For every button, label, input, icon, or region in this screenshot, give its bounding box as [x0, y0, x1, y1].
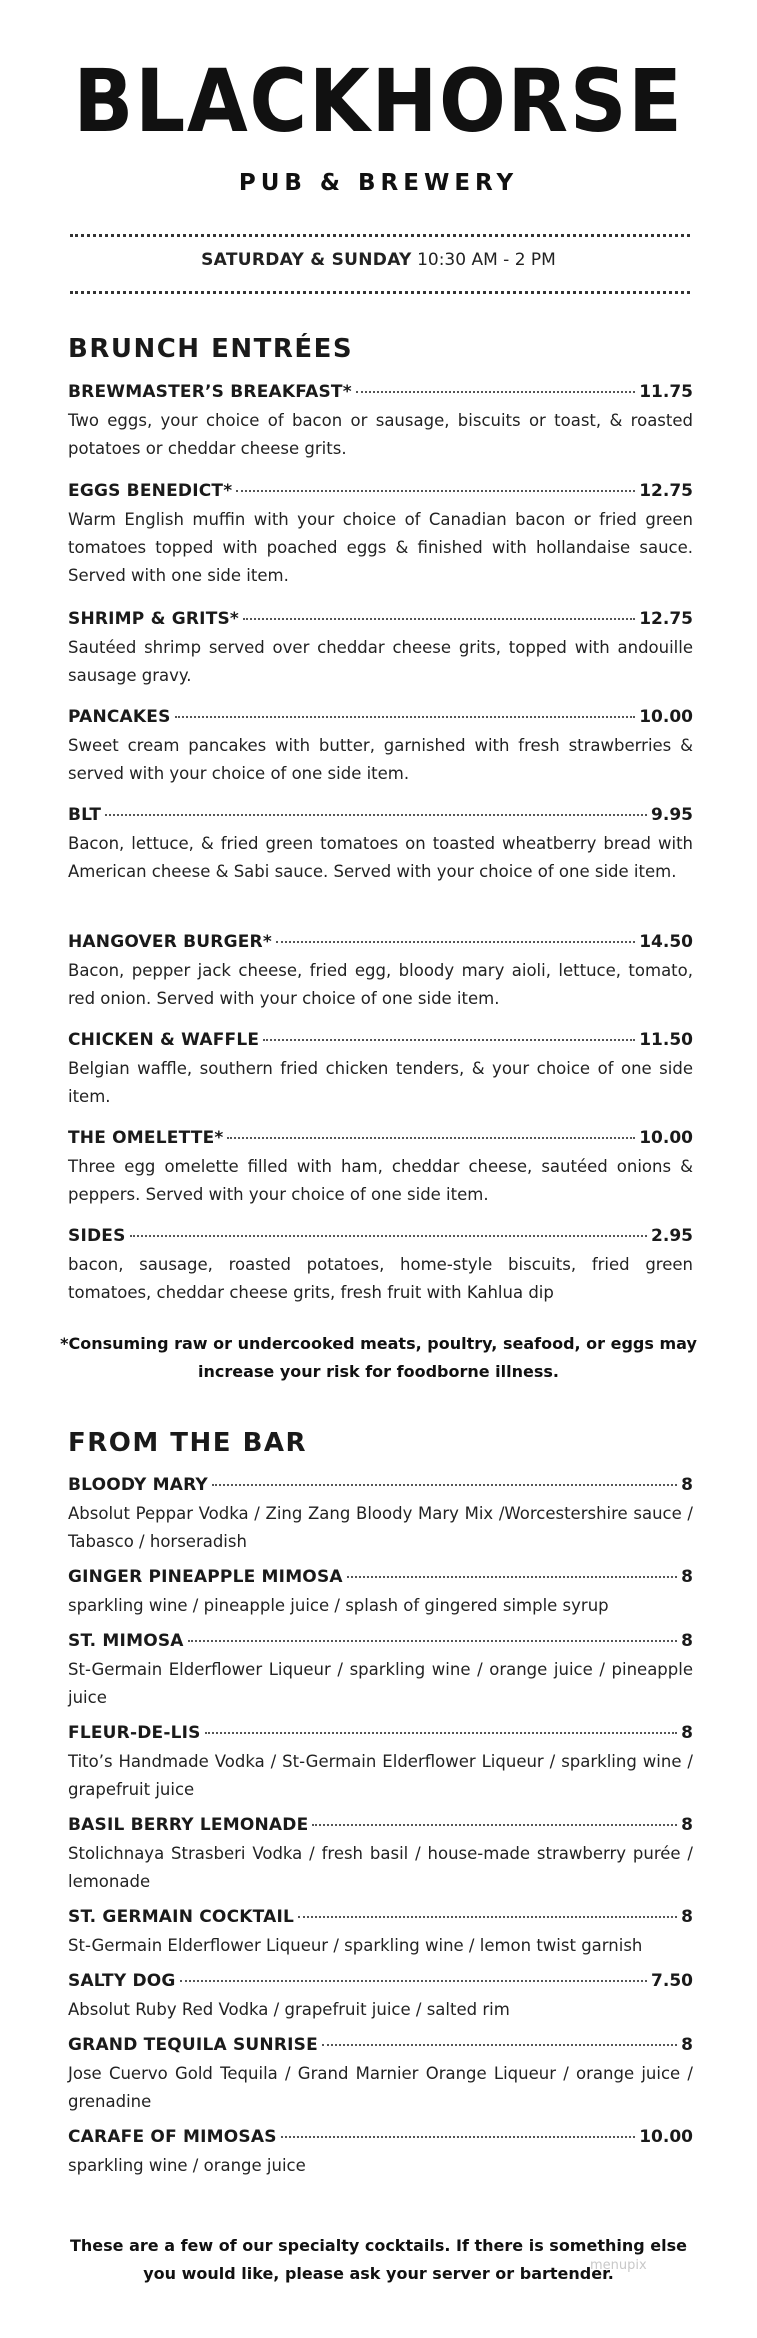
- drink-item: [68, 1474, 693, 1556]
- dot-leader: [322, 2044, 677, 2046]
- divider-bottom: [70, 291, 690, 294]
- brand-logo: BLACKHORSE: [73, 50, 684, 152]
- item-description: Sautéed shrimp served over cheddar cheese grits, topped with andouille sausage gravy.: [68, 638, 693, 685]
- drink-price: 8: [681, 1567, 693, 1587]
- dot-leader: [347, 1576, 677, 1578]
- dot-leader: [105, 814, 647, 816]
- dot-leader: [263, 1039, 635, 1041]
- dot-leader: [227, 1137, 635, 1139]
- menu-item: [68, 931, 693, 1013]
- drink-item: [68, 1814, 693, 1896]
- drink-description: St-Germain Elderflower Liqueur / sparkling wine / lemon twist garnish: [68, 1936, 643, 1955]
- item-price: 10.00: [639, 707, 693, 727]
- drink-price: 8: [681, 1475, 693, 1495]
- drink-item: [68, 2126, 693, 2180]
- menu-item: [68, 706, 693, 788]
- hours-line: [0, 250, 757, 270]
- drink-name: SALTY DOG: [68, 1971, 176, 1991]
- drink-price: 8: [681, 1723, 693, 1743]
- item-name: HANGOVER BURGER*: [68, 932, 272, 952]
- item-price: 11.50: [639, 1030, 693, 1050]
- item-description: Three egg omelette filled with ham, cheddar cheese, sautéed onions & peppers. Served with your choice of one side item.: [68, 1157, 693, 1204]
- drink-name: BASIL BERRY LEMONADE: [68, 1815, 309, 1835]
- drink-name: ST. GERMAIN COCKTAIL: [68, 1907, 295, 1927]
- drink-name: GRAND TEQUILA SUNRISE: [68, 2035, 318, 2055]
- drink-name: BLOODY MARY: [68, 1475, 208, 1495]
- drink-price: 8: [681, 1907, 693, 1927]
- drink-description: sparkling wine / orange juice: [68, 2156, 306, 2175]
- dot-leader: [236, 490, 635, 492]
- dot-leader: [356, 391, 635, 393]
- menu-item: [68, 804, 693, 886]
- dot-leader: [130, 1235, 648, 1237]
- dot-leader: [243, 618, 635, 620]
- item-description: Two eggs, your choice of bacon or sausage, biscuits or toast, & roasted potatoes or cheddar cheese grits.: [68, 411, 693, 458]
- drink-price: 8: [681, 2035, 693, 2055]
- menu-item: [68, 480, 693, 590]
- item-description: bacon, sausage, roasted potatoes, home-style biscuits, fried green tomatoes, cheddar cheese grits, fresh fruit with Kahlua dip: [68, 1255, 693, 1302]
- dot-leader: [180, 1980, 647, 1982]
- brand-subtitle: PUB & BREWERY: [238, 170, 519, 196]
- drink-item: [68, 2034, 693, 2116]
- menu-item: [68, 1029, 693, 1111]
- drink-description: Absolut Ruby Red Vodka / grapefruit juice / salted rim: [68, 2000, 510, 2019]
- item-price: 2.95: [651, 1226, 693, 1246]
- foodborne-warning: *Consuming raw or undercooked meats, poultry, seafood, or eggs may increase your risk for foodborne illness.: [60, 1334, 697, 1381]
- item-price: 9.95: [651, 805, 693, 825]
- item-name: THE OMELETTE*: [68, 1128, 224, 1148]
- item-description: Bacon, pepper jack cheese, fried egg, bloody mary aioli, lettuce, tomato, red onion. Served with your choice of one side item.: [68, 961, 693, 1008]
- drink-name: ST. MIMOSA: [68, 1631, 184, 1651]
- item-name: EGGS BENEDICT*: [68, 481, 233, 501]
- drink-item: [68, 1970, 693, 2024]
- drink-price: 7.50: [651, 1971, 693, 1991]
- drink-description: Tito’s Handmade Vodka / St-Germain Elderflower Liqueur / sparkling wine / grapefruit juice: [68, 1752, 693, 1799]
- dot-leader: [276, 941, 635, 943]
- drink-description: St-Germain Elderflower Liqueur / sparkling wine / orange juice / pineapple juice: [68, 1660, 693, 1707]
- item-price: 12.75: [639, 609, 693, 629]
- dot-leader: [175, 716, 636, 718]
- drink-item: [68, 1566, 693, 1620]
- drink-name: GINGER PINEAPPLE MIMOSA: [68, 1567, 343, 1587]
- menu-item: [68, 381, 693, 463]
- bar-footer-note: These are a few of our specialty cocktails. If there is something else you would like, please ask your server or bartender.: [70, 2236, 687, 2283]
- item-description: Warm English muffin with your choice of Canadian bacon or fried green tomatoes topped with poached eggs & finished with hollandaise sauce. Served with one side item.: [68, 510, 693, 585]
- drink-price: 10.00: [639, 2127, 693, 2147]
- item-description: Belgian waffle, southern fried chicken tenders, & your choice of one side item.: [68, 1059, 693, 1106]
- section-title-bar: FROM THE BAR: [68, 1428, 308, 1458]
- item-price: 10.00: [639, 1128, 693, 1148]
- drink-description: Jose Cuervo Gold Tequila / Grand Marnier Orange Liqueur / orange juice / grenadine: [68, 2064, 693, 2111]
- dot-leader: [312, 1824, 677, 1826]
- item-name: SIDES: [68, 1226, 126, 1246]
- drink-description: Absolut Peppar Vodka / Zing Zang Bloody Mary Mix /Worcestershire sauce / Tabasco / horseradish: [68, 1504, 693, 1551]
- drink-item: [68, 1630, 693, 1712]
- item-name: BLT: [68, 805, 102, 825]
- divider-top: [70, 234, 690, 237]
- item-name: SHRIMP & GRITS*: [68, 609, 240, 629]
- section-title-brunch: BRUNCH ENTRÉES: [68, 334, 354, 364]
- dot-leader: [205, 1732, 678, 1734]
- item-price: 12.75: [639, 481, 693, 501]
- item-name: CHICKEN & WAFFLE: [68, 1030, 260, 1050]
- dot-leader: [281, 2136, 636, 2138]
- drink-item: [68, 1906, 693, 1960]
- watermark: menupix: [590, 2258, 647, 2273]
- item-description: Bacon, lettuce, & fried green tomatoes on toasted wheatberry bread with American cheese & Sabi sauce. Served with your choice of one side item.: [68, 834, 693, 881]
- drink-description: sparkling wine / pineapple juice / splash of gingered simple syrup: [68, 1596, 609, 1615]
- drink-description: Stolichnaya Strasberi Vodka / fresh basil / house-made strawberry purée / lemonade: [68, 1844, 693, 1891]
- menu-item: [68, 1225, 693, 1307]
- menu-item: [68, 1127, 693, 1209]
- item-description: Sweet cream pancakes with butter, garnished with fresh strawberries & served with your choice of one side item.: [68, 736, 693, 783]
- menu-item: [68, 608, 693, 690]
- drink-price: 8: [681, 1631, 693, 1651]
- drink-name: CARAFE OF MIMOSAS: [68, 2127, 277, 2147]
- drink-name: FLEUR-DE-LIS: [68, 1723, 201, 1743]
- item-name: PANCAKES: [68, 707, 171, 727]
- dot-leader: [188, 1640, 678, 1642]
- drink-item: [68, 1722, 693, 1804]
- item-price: 14.50: [639, 932, 693, 952]
- drink-price: 8: [681, 1815, 693, 1835]
- dot-leader: [212, 1484, 677, 1486]
- item-name: BREWMASTER’S BREAKFAST*: [68, 382, 352, 402]
- hours-time: 10:30 AM - 2 PM: [417, 250, 556, 270]
- item-price: 11.75: [639, 382, 693, 402]
- dot-leader: [298, 1916, 677, 1918]
- hours-days: SATURDAY & SUNDAY: [201, 250, 412, 270]
